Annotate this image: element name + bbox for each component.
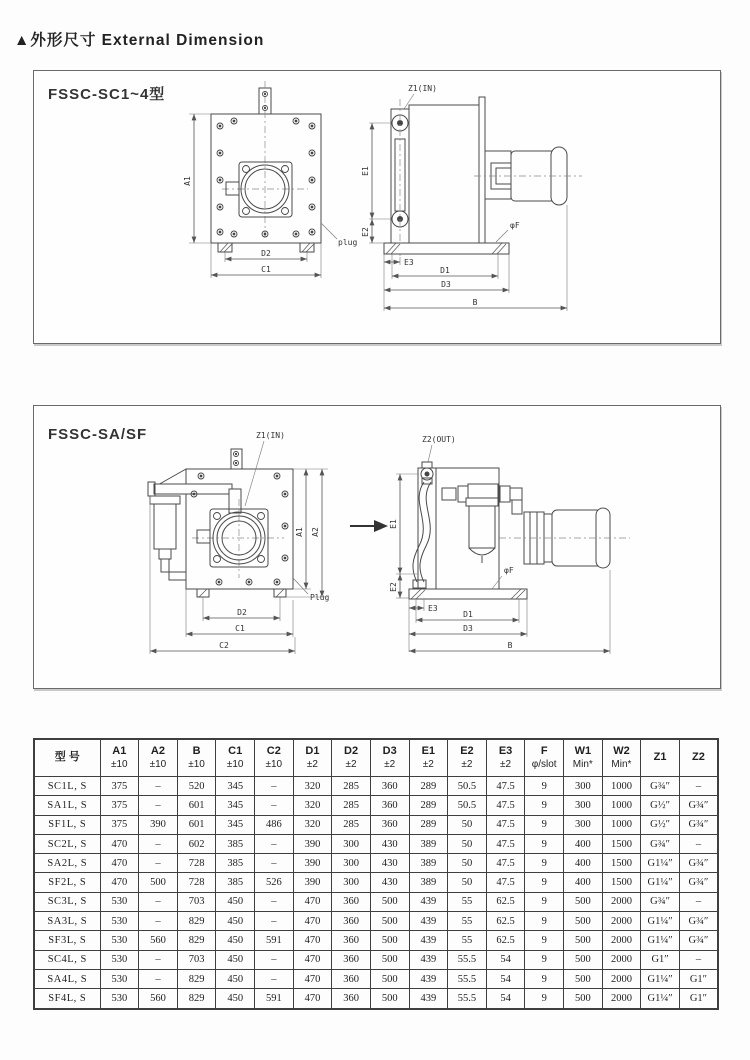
value-cell: 1000 xyxy=(602,815,641,834)
model-cell: SC2L, S xyxy=(34,834,100,853)
value-cell: 285 xyxy=(332,777,371,796)
port-callout-z2: Z2(OUT) xyxy=(422,435,456,444)
value-cell: 375 xyxy=(100,815,139,834)
value-cell: 530 xyxy=(100,912,139,931)
column-header: W2 Min* xyxy=(602,739,641,777)
model-cell: SC1L, S xyxy=(34,777,100,796)
table-row xyxy=(34,989,718,1009)
value-cell: 360 xyxy=(332,912,371,931)
value-cell: 47.5 xyxy=(486,815,525,834)
anchor-hole-callout: φF xyxy=(510,221,520,230)
value-cell: G1¼″ xyxy=(641,969,680,988)
column-header: W1 Min* xyxy=(564,739,603,777)
value-cell: 486 xyxy=(255,815,294,834)
value-cell: 591 xyxy=(255,931,294,950)
value-cell: 50 xyxy=(448,815,487,834)
drawing-title-sa-sf: FSSC-SA/SF xyxy=(48,426,148,443)
table-row xyxy=(34,931,718,950)
value-cell: 439 xyxy=(409,912,448,931)
value-cell: – xyxy=(255,834,294,853)
page-title: ▲外形尺寸 External Dimension xyxy=(14,32,265,49)
value-cell: 500 xyxy=(564,950,603,969)
value-cell: 400 xyxy=(564,873,603,892)
column-header: Z1 xyxy=(641,739,680,777)
value-cell: 55.5 xyxy=(448,969,487,988)
value-cell: 9 xyxy=(525,815,564,834)
value-cell: G¾″ xyxy=(679,854,718,873)
value-cell: 526 xyxy=(255,873,294,892)
dim-label-d2: D2 xyxy=(237,608,247,617)
value-cell: – xyxy=(139,969,178,988)
value-cell: G½″ xyxy=(641,796,680,815)
value-cell: G1¼″ xyxy=(641,989,680,1009)
model-cell: SF1L, S xyxy=(34,815,100,834)
value-cell: 450 xyxy=(216,989,255,1009)
side-view xyxy=(384,84,582,257)
column-header: E3 ±2 xyxy=(486,739,525,777)
value-cell: 601 xyxy=(177,815,216,834)
column-header: E1 ±2 xyxy=(409,739,448,777)
column-header: F φ/slot xyxy=(525,739,564,777)
value-cell: 1000 xyxy=(602,777,641,796)
value-cell: 50.5 xyxy=(448,796,487,815)
value-cell: 9 xyxy=(525,950,564,969)
value-cell: 389 xyxy=(409,854,448,873)
value-cell: 300 xyxy=(564,815,603,834)
value-cell: 560 xyxy=(139,931,178,950)
table-row xyxy=(34,777,718,796)
value-cell: 500 xyxy=(370,912,409,931)
value-cell: – xyxy=(679,892,718,911)
value-cell: 9 xyxy=(525,892,564,911)
dim-label-d1: D1 xyxy=(440,266,450,275)
value-cell: 320 xyxy=(293,777,332,796)
column-header: A2 ±10 xyxy=(139,739,178,777)
value-cell: 728 xyxy=(177,854,216,873)
value-cell: 47.5 xyxy=(486,873,525,892)
value-cell: 360 xyxy=(370,777,409,796)
value-cell: 390 xyxy=(293,834,332,853)
value-cell: G¾″ xyxy=(679,873,718,892)
dim-label-e3: E3 xyxy=(428,604,438,613)
value-cell: 728 xyxy=(177,873,216,892)
dim-label-e2: E2 xyxy=(361,227,370,237)
value-cell: 500 xyxy=(370,892,409,911)
value-cell: 703 xyxy=(177,950,216,969)
value-cell: 50 xyxy=(448,854,487,873)
value-cell: G1″ xyxy=(679,989,718,1009)
value-cell: – xyxy=(255,950,294,969)
value-cell: 375 xyxy=(100,796,139,815)
model-cell: SF2L, S xyxy=(34,873,100,892)
column-header: D2 ±2 xyxy=(332,739,371,777)
value-cell: – xyxy=(255,854,294,873)
front-view xyxy=(211,81,321,252)
value-cell: – xyxy=(255,912,294,931)
flow-arrow-icon xyxy=(350,520,388,532)
value-cell: – xyxy=(139,892,178,911)
value-cell: 500 xyxy=(370,969,409,988)
value-cell: 439 xyxy=(409,950,448,969)
table-header-row xyxy=(34,739,718,777)
model-cell: SC4L, S xyxy=(34,950,100,969)
value-cell: 2000 xyxy=(602,969,641,988)
value-cell: – xyxy=(679,777,718,796)
value-cell: 55 xyxy=(448,931,487,950)
value-cell: 360 xyxy=(332,950,371,969)
value-cell: – xyxy=(255,796,294,815)
drawing-title-sc1-4: FSSC-SC1~4型 xyxy=(48,86,166,103)
value-cell: G¾″ xyxy=(679,931,718,950)
value-cell: G½″ xyxy=(641,815,680,834)
value-cell: 470 xyxy=(293,892,332,911)
value-cell: G1¼″ xyxy=(641,912,680,931)
dim-label-e1: E1 xyxy=(389,519,398,529)
value-cell: 1500 xyxy=(602,854,641,873)
value-cell: 500 xyxy=(370,931,409,950)
value-cell: 300 xyxy=(564,777,603,796)
value-cell: – xyxy=(139,834,178,853)
dim-label-c1: C1 xyxy=(261,265,271,274)
value-cell: 360 xyxy=(370,796,409,815)
value-cell: 289 xyxy=(409,777,448,796)
value-cell: 289 xyxy=(409,796,448,815)
value-cell: 320 xyxy=(293,815,332,834)
model-cell: SA4L, S xyxy=(34,969,100,988)
value-cell: 500 xyxy=(370,989,409,1009)
value-cell: G¾″ xyxy=(679,912,718,931)
plug-callout: Plug xyxy=(310,593,330,602)
value-cell: 47.5 xyxy=(486,796,525,815)
column-header: C1 ±10 xyxy=(216,739,255,777)
value-cell: 530 xyxy=(100,931,139,950)
column-header: E2 ±2 xyxy=(448,739,487,777)
value-cell: 9 xyxy=(525,969,564,988)
value-cell: 2000 xyxy=(602,989,641,1009)
value-cell: 55.5 xyxy=(448,950,487,969)
table-row xyxy=(34,854,718,873)
value-cell: – xyxy=(139,796,178,815)
value-cell: 450 xyxy=(216,969,255,988)
value-cell: 470 xyxy=(293,969,332,988)
value-cell: 530 xyxy=(100,950,139,969)
value-cell: 360 xyxy=(332,989,371,1009)
value-cell: G¾″ xyxy=(641,834,680,853)
dim-label-a1: A1 xyxy=(183,176,192,186)
value-cell: G1¼″ xyxy=(641,931,680,950)
dim-label-c2: C2 xyxy=(219,641,229,650)
table-row xyxy=(34,892,718,911)
value-cell: 500 xyxy=(370,950,409,969)
value-cell: 9 xyxy=(525,873,564,892)
value-cell: 289 xyxy=(409,815,448,834)
dim-label-e2: E2 xyxy=(389,582,398,592)
value-cell: 9 xyxy=(525,931,564,950)
dim-label-e1: E1 xyxy=(361,166,370,176)
value-cell: 703 xyxy=(177,892,216,911)
value-cell: 285 xyxy=(332,815,371,834)
value-cell: 500 xyxy=(564,989,603,1009)
value-cell: 54 xyxy=(486,989,525,1009)
value-cell: 500 xyxy=(564,931,603,950)
table-row xyxy=(34,796,718,815)
value-cell: 450 xyxy=(216,912,255,931)
value-cell: 500 xyxy=(564,892,603,911)
value-cell: 439 xyxy=(409,931,448,950)
value-cell: 385 xyxy=(216,873,255,892)
drawing-box-sa-sf xyxy=(33,405,721,689)
value-cell: 360 xyxy=(332,931,371,950)
value-cell: – xyxy=(139,854,178,873)
dim-label-d2: D2 xyxy=(261,249,271,258)
value-cell: 285 xyxy=(332,796,371,815)
model-cell: SA2L, S xyxy=(34,854,100,873)
value-cell: 470 xyxy=(100,873,139,892)
technical-drawing-sa-sf xyxy=(34,406,720,686)
dim-label-d1: D1 xyxy=(463,610,473,619)
value-cell: 520 xyxy=(177,777,216,796)
column-header: Z2 xyxy=(679,739,718,777)
value-cell: G1¼″ xyxy=(641,854,680,873)
value-cell: 500 xyxy=(139,873,178,892)
value-cell: 1000 xyxy=(602,796,641,815)
value-cell: 470 xyxy=(293,989,332,1009)
value-cell: 829 xyxy=(177,969,216,988)
anchor-hole-callout: φF xyxy=(504,566,514,575)
value-cell: 450 xyxy=(216,931,255,950)
value-cell: – xyxy=(139,950,178,969)
value-cell: 300 xyxy=(332,873,371,892)
value-cell: 500 xyxy=(564,969,603,988)
column-header: D3 ±2 xyxy=(370,739,409,777)
value-cell: 430 xyxy=(370,834,409,853)
front-view xyxy=(148,431,329,602)
value-cell: 47.5 xyxy=(486,834,525,853)
value-cell: 602 xyxy=(177,834,216,853)
value-cell: 2000 xyxy=(602,912,641,931)
dim-label-b: B xyxy=(472,298,478,307)
value-cell: G¾″ xyxy=(641,892,680,911)
dim-label-a2: A2 xyxy=(311,527,320,537)
value-cell: 530 xyxy=(100,989,139,1009)
value-cell: 430 xyxy=(370,854,409,873)
value-cell: 50 xyxy=(448,873,487,892)
value-cell: 2000 xyxy=(602,892,641,911)
side-view xyxy=(409,435,630,599)
table-row xyxy=(34,873,718,892)
value-cell: G¾″ xyxy=(679,815,718,834)
value-cell: 9 xyxy=(525,854,564,873)
table-row xyxy=(34,912,718,931)
model-cell: SA3L, S xyxy=(34,912,100,931)
value-cell: 360 xyxy=(370,815,409,834)
value-cell: 439 xyxy=(409,892,448,911)
table-row xyxy=(34,834,718,853)
dim-label-e3: E3 xyxy=(404,258,414,267)
value-cell: 55 xyxy=(448,912,487,931)
column-header: B ±10 xyxy=(177,739,216,777)
value-cell: 9 xyxy=(525,796,564,815)
value-cell: 47.5 xyxy=(486,777,525,796)
value-cell: 345 xyxy=(216,777,255,796)
value-cell: 500 xyxy=(564,912,603,931)
value-cell: 9 xyxy=(525,912,564,931)
value-cell: 300 xyxy=(332,854,371,873)
value-cell: 62.5 xyxy=(486,931,525,950)
value-cell: G¾″ xyxy=(679,796,718,815)
value-cell: – xyxy=(255,969,294,988)
table-row xyxy=(34,969,718,988)
value-cell: 9 xyxy=(525,989,564,1009)
dim-label-b: B xyxy=(507,641,513,650)
value-cell: 450 xyxy=(216,950,255,969)
value-cell: 439 xyxy=(409,989,448,1009)
value-cell: 829 xyxy=(177,912,216,931)
dimension-table xyxy=(33,738,719,1010)
model-cell: SF4L, S xyxy=(34,989,100,1009)
value-cell: 47.5 xyxy=(486,854,525,873)
value-cell: – xyxy=(139,912,178,931)
dim-label-c1: C1 xyxy=(235,624,245,633)
value-cell: 50.5 xyxy=(448,777,487,796)
value-cell: 9 xyxy=(525,777,564,796)
value-cell: 54 xyxy=(486,950,525,969)
value-cell: 470 xyxy=(293,950,332,969)
value-cell: 385 xyxy=(216,834,255,853)
port-callout-z1: Z1(IN) xyxy=(256,431,285,440)
column-header: D1 ±2 xyxy=(293,739,332,777)
value-cell: 50 xyxy=(448,834,487,853)
value-cell: G1″ xyxy=(679,969,718,988)
dim-label-d3: D3 xyxy=(463,624,473,633)
column-header: A1 ±10 xyxy=(100,739,139,777)
value-cell: 62.5 xyxy=(486,912,525,931)
value-cell: 430 xyxy=(370,873,409,892)
value-cell: 300 xyxy=(564,796,603,815)
value-cell: – xyxy=(679,834,718,853)
column-header: C2 ±10 xyxy=(255,739,294,777)
value-cell: 55 xyxy=(448,892,487,911)
value-cell: 470 xyxy=(293,931,332,950)
plug-callout: plug xyxy=(338,238,358,247)
value-cell: 2000 xyxy=(602,950,641,969)
value-cell: 560 xyxy=(139,989,178,1009)
dim-label-a1: A1 xyxy=(295,527,304,537)
value-cell: 1500 xyxy=(602,873,641,892)
value-cell: G1¼″ xyxy=(641,873,680,892)
model-cell: SA1L, S xyxy=(34,796,100,815)
value-cell: 389 xyxy=(409,834,448,853)
value-cell: 345 xyxy=(216,796,255,815)
value-cell: – xyxy=(255,777,294,796)
dim-label-d3: D3 xyxy=(441,280,451,289)
model-cell: SF3L, S xyxy=(34,931,100,950)
value-cell: 320 xyxy=(293,796,332,815)
value-cell: 2000 xyxy=(602,931,641,950)
value-cell: 829 xyxy=(177,989,216,1009)
value-cell: 300 xyxy=(332,834,371,853)
table-row xyxy=(34,815,718,834)
value-cell: 375 xyxy=(100,777,139,796)
value-cell: 385 xyxy=(216,854,255,873)
value-cell: 345 xyxy=(216,815,255,834)
value-cell: 390 xyxy=(139,815,178,834)
value-cell: 389 xyxy=(409,873,448,892)
value-cell: 54 xyxy=(486,969,525,988)
column-header: 型 号 xyxy=(34,739,100,777)
value-cell: 439 xyxy=(409,969,448,988)
value-cell: 591 xyxy=(255,989,294,1009)
value-cell: – xyxy=(139,777,178,796)
value-cell: 9 xyxy=(525,834,564,853)
value-cell: – xyxy=(679,950,718,969)
value-cell: G¾″ xyxy=(641,777,680,796)
value-cell: 55.5 xyxy=(448,989,487,1009)
model-cell: SC3L, S xyxy=(34,892,100,911)
value-cell: 470 xyxy=(100,854,139,873)
value-cell: 390 xyxy=(293,873,332,892)
value-cell: 530 xyxy=(100,892,139,911)
value-cell: 400 xyxy=(564,834,603,853)
value-cell: 530 xyxy=(100,969,139,988)
value-cell: 450 xyxy=(216,892,255,911)
table-row xyxy=(34,950,718,969)
value-cell: 470 xyxy=(100,834,139,853)
value-cell: 470 xyxy=(293,912,332,931)
value-cell: 62.5 xyxy=(486,892,525,911)
value-cell: 360 xyxy=(332,969,371,988)
value-cell: – xyxy=(255,892,294,911)
port-callout-z1: Z1(IN) xyxy=(408,84,437,93)
value-cell: 829 xyxy=(177,931,216,950)
value-cell: G1″ xyxy=(641,950,680,969)
value-cell: 390 xyxy=(293,854,332,873)
drawing-box-sc1-4 xyxy=(33,70,721,344)
value-cell: 1500 xyxy=(602,834,641,853)
technical-drawing-sc1-4 xyxy=(34,71,720,341)
value-cell: 360 xyxy=(332,892,371,911)
value-cell: 400 xyxy=(564,854,603,873)
value-cell: 601 xyxy=(177,796,216,815)
